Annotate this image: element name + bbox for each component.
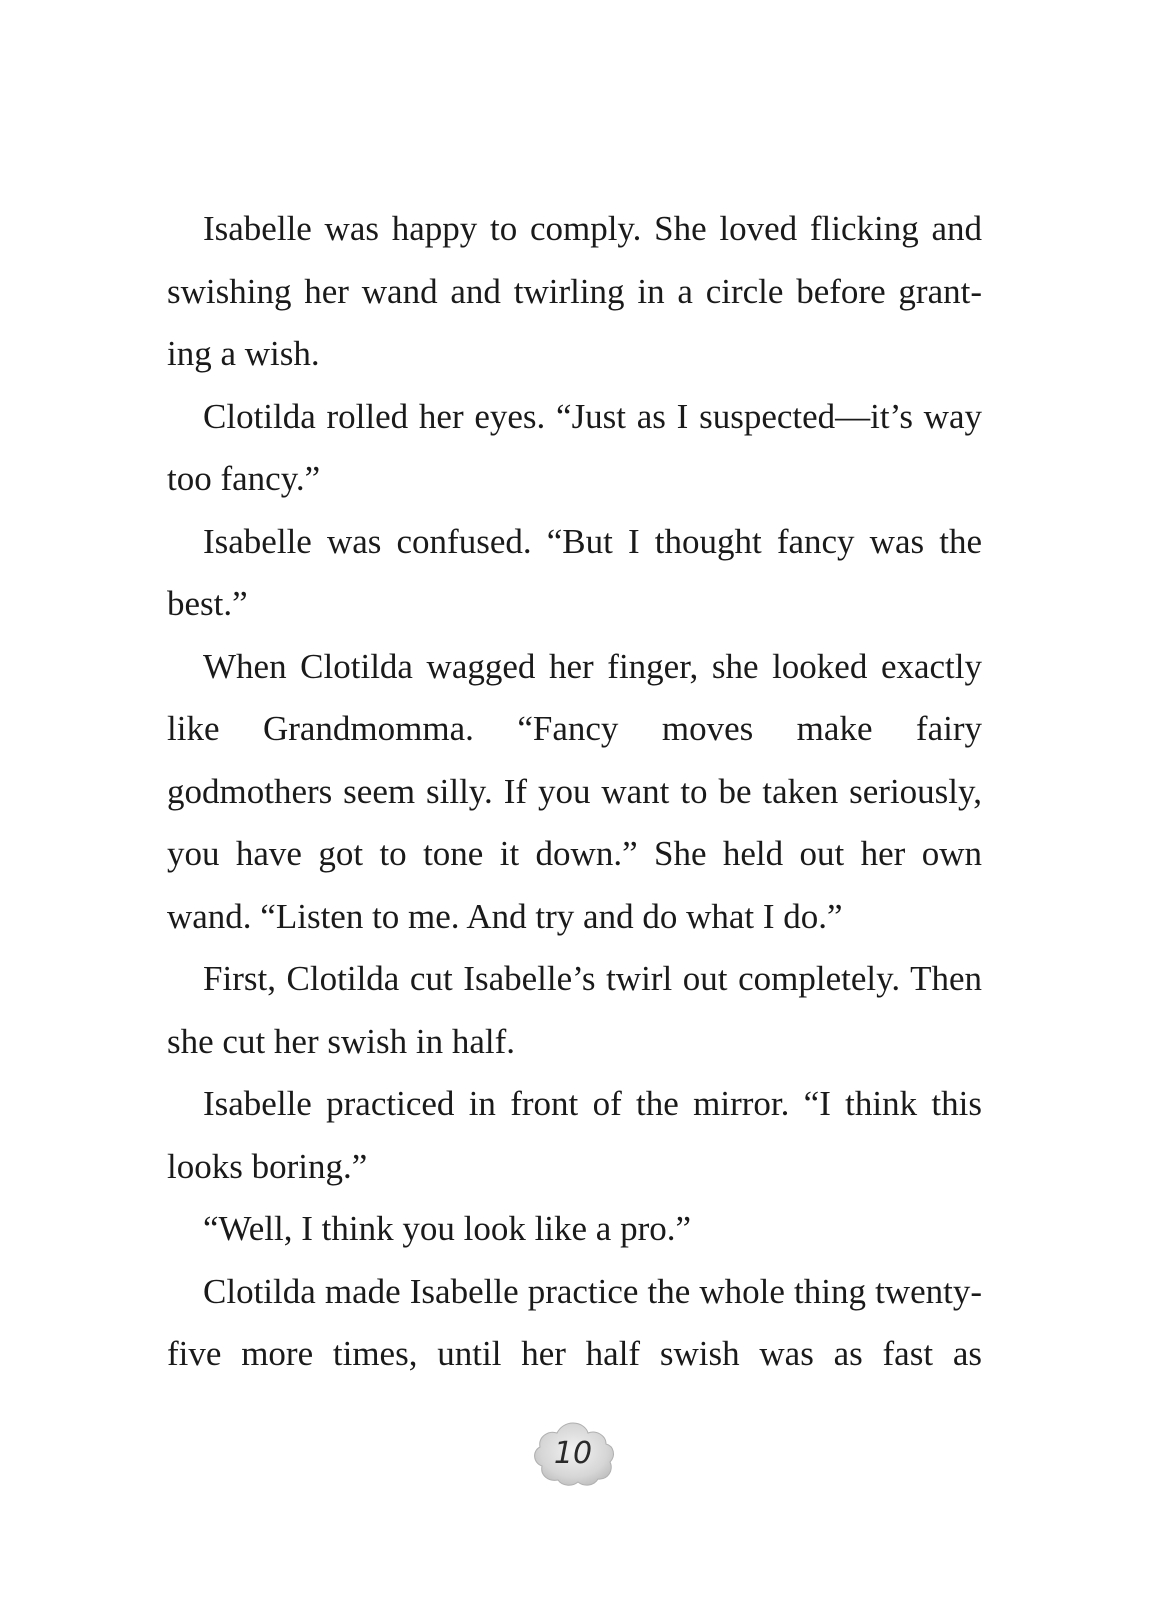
paragraph: “Well, I think you look like a pro.” bbox=[203, 1209, 692, 1248]
page-number-badge bbox=[530, 1419, 616, 1489]
paragraph-continued: Clotilda made Isabelle practice the whole thing twenty-five more times, until her half swish was as fast as bbox=[167, 1271, 982, 1373]
paragraph: When Clotilda wagged her finger, she looked exactly like Grandmomma. “Fancy moves make fairy godmothers seem silly. If you want to be taken seriously, you have got to tone it down.” She held out her own wand. “Listen to me. And try and do what I do.” bbox=[167, 646, 982, 936]
paragraph: Isabelle practiced in front of the mirror. “I think this looks boring.” bbox=[167, 1084, 982, 1186]
body-text bbox=[167, 198, 982, 1386]
paragraph: Isabelle was happy to comply. She loved flicking and swishing her wand and twirling in a circle before grant-ing a wish. bbox=[167, 209, 982, 373]
paragraph: First, Clotilda cut Isabelle’s twirl out completely. Then she cut her swish in half. bbox=[167, 959, 982, 1061]
paragraph: Clotilda rolled her eyes. “Just as I suspected—it’s way too fancy.” bbox=[167, 396, 982, 498]
page-number: 10 bbox=[553, 1436, 593, 1471]
paragraph: Isabelle was confused. “But I thought fancy was the best.” bbox=[167, 521, 982, 623]
